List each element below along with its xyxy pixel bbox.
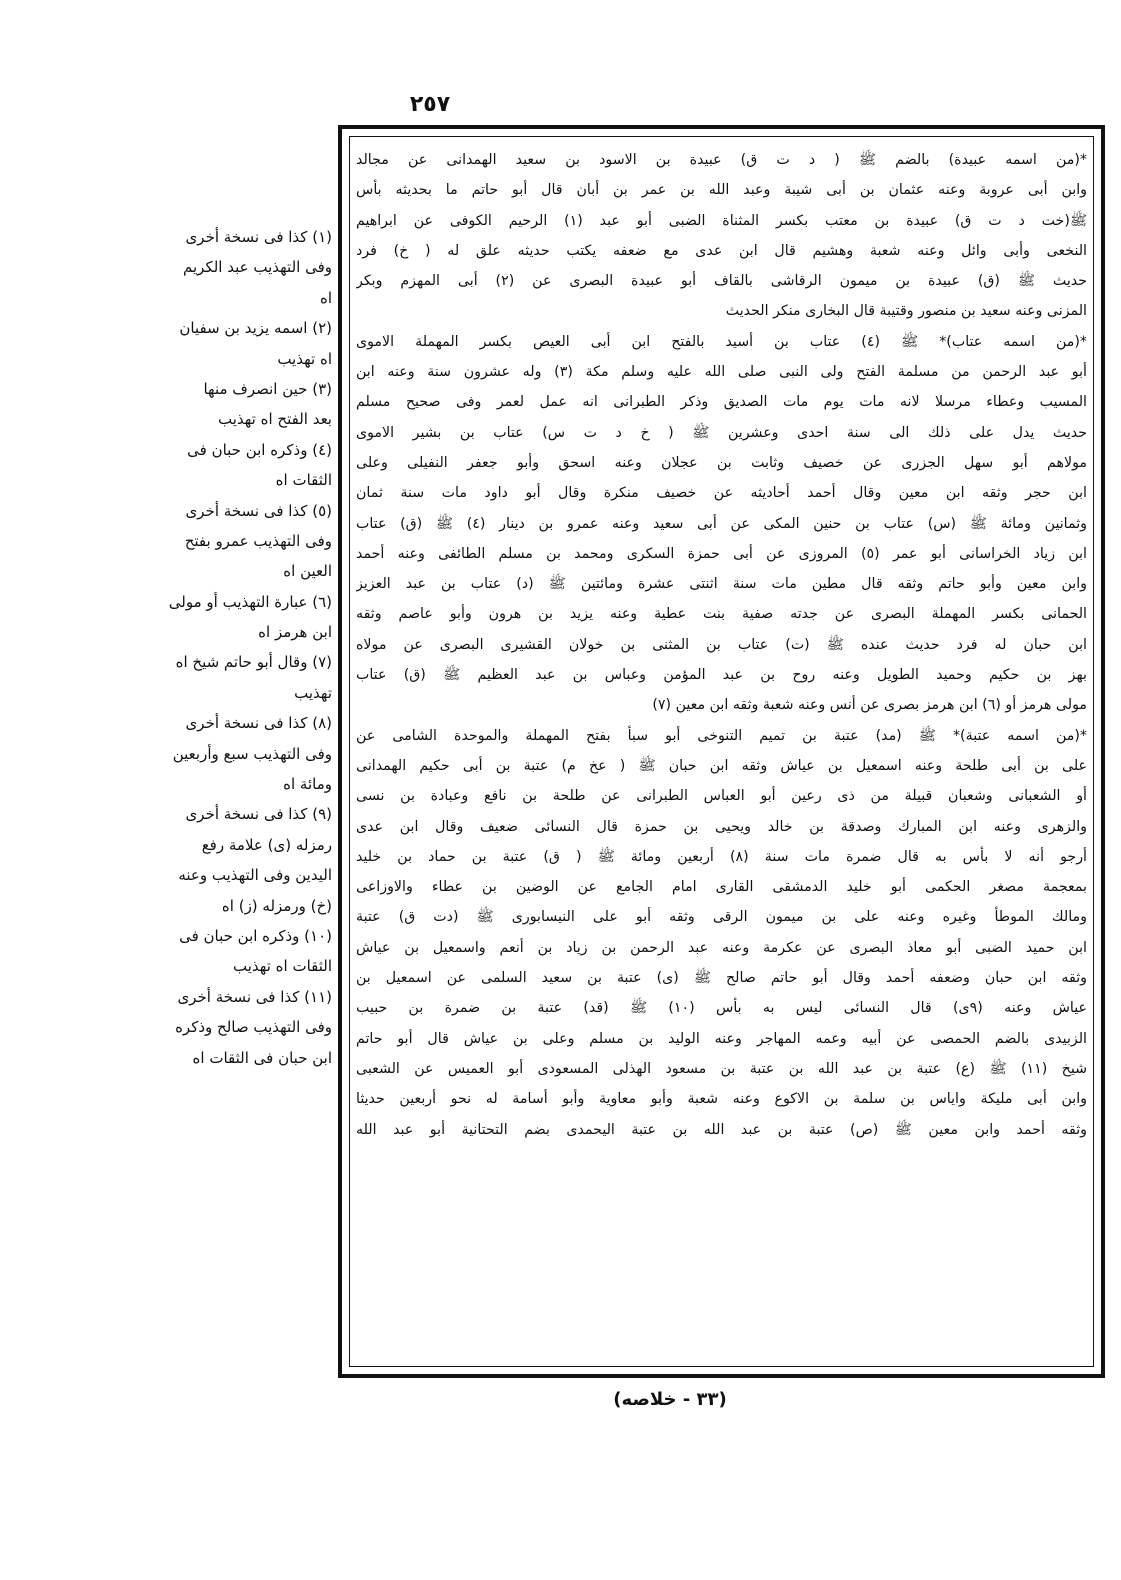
signature-mark: (٣٣ - خلاصه) [613,1389,727,1410]
footnote-line: اه تهذيب [277,349,332,368]
footnote-line: (٦) عبارة التهذيب أو مولى [168,592,332,611]
footnote-line: اه [319,288,332,307]
text-line: *(من اسمه عتبة)* ﷺ (مد) عتبة بن تميم التنوخى أبو سبأ بفتح المهملة والموحدة الشامى عن [356,727,1087,744]
footnote-line: وفى التهذيب صالح وذكره [175,1018,332,1037]
text-line: وابن أبى مليكة واياس بن سلمة بن الاكوع وعنه شعبة وأبو معاوية وأبو أسامة له نحو أربعين حديثا [356,1091,1087,1108]
text-line: النخعى وأبى وائل وعنه شعبة وهشيم قال ابن عدى مع ضعفه يكتب حديثه علق له ( خ) فرد [356,242,1087,259]
footnote-line: بعد الفتح اه تهذيب [217,410,332,429]
text-line: بهز بن حكيم وحميد الطويل وعنه روح بن عبد المؤمن وعباس بن عبد العظيم ﷺ (ق) عتاب [356,667,1087,684]
text-line: المسيب وعطاء مرسلا لانه مات يوم مات الصديق وذكر الطبرانى انه عمل لعمر وفى صحيح مسلم [356,394,1087,411]
text-line: أو الشعبانى وشعبان قبيلة من ذى رعين أبو العباس الطبرانى عن طلحة بن نافع وعبادة بن نسى [356,788,1087,805]
footnote-line: الثقات اه تهذيب [233,957,332,976]
footnote-line: (٨) كذا فى نسخة أخرى [185,714,332,733]
footnote-line: وفى التهذيب عبد الكريم [183,258,332,277]
text-line: *(من اسمه عبيدة) بالضم ﷺ ( د ت ق) عبيدة بن الاسود بن سعيد الهمدانى عن مجالد [356,152,1087,168]
text-line: مولى هرمز أو (٦) ابن هرمز بصرى عن أنس وعنه شعبة وثقه ابن معين (٧) [652,697,1087,714]
text-line: وثقه أحمد وابن معين ﷺ (ص) عتبة بن عبد الله بن عتبة اليحمدى بضم التحتانية أبو عبد الله [356,1121,1087,1138]
footnote-line: (٧) وقال أبو حاتم شيخ اه [175,653,332,672]
page-number: ٢٥٧ [409,92,451,117]
footnote-line: (٢) اسمه يزيد بن سفيان [179,319,332,338]
footnote-line: وفى التهذيب سبع وأربعين [172,744,332,763]
footnote-line: الثقات اه [275,471,332,490]
text-line: ﷺ(خت د ت ق) عبيدة بن معتب بكسر المثناة الضبى أبو عبد (١) الرحيم الكوفى عن ابراهيم [356,212,1087,229]
footnote-line: (٥) كذا فى نسخة أخرى [185,501,332,520]
footnote-line: (١٠) وذكره ابن حبان فى [179,926,332,945]
text-line: وثمانين ومائة ﷺ (س) عتاب بن حنين المكى عن أبى سعيد وعنه عمرو بن دينار (٤) ﷺ (ق) عتاب [356,515,1087,532]
footnote-line: ومائة اه [283,775,332,794]
footnotes-column [118,222,332,1073]
text-line: حديث ﷺ (ق) عبيدة بن ميمون الرقاشى بالقاف أبو عبيدة البصرى عن (٢) أبى المهزم وبكر [356,273,1087,290]
main-text-block [349,136,1094,1367]
footnote-line: (٣) حين انصرف منها [203,379,332,398]
text-line: على بن أبى طلحة وعنه اسمعيل بن عياش وثقه ابن حبان ﷺ ( عخ م) عتبة بن أبى حكيم الهمدانى [356,757,1087,774]
footnote-line: ابن حبان فى الثقات اه [192,1048,332,1067]
text-line: أبو عبد الرحمن من مسلمة الفتح ولى النبى صلى الله عليه وسلم مكة (٣) وله عشرون سنة وعنه ابن [356,364,1087,381]
text-line: وابن معين وأبو حاتم وثقه قال مطين مات سنة اثنتى عشرة ومائتين ﷺ (د) عتاب بن عبد العزيز [356,576,1087,593]
text-line: مولاهم أبو سهل الجزرى عن خصيف وثابت بن عجلان وعنه اسحق وأبو جعفر النفيلى وعلى [356,454,1087,471]
text-line: الحمانى بكسر المهملة البصرى عن جدته صفية بنت عطية وعنه يزيد بن هرون وأبو عاصم وثقه [356,606,1087,623]
text-line: ابن حبان له فرد حديث عنده ﷺ (ت) عتاب بن المثنى بن خولان القشيرى البصرى عن مولاه [356,636,1087,653]
text-line: المزنى وعنه سعيد بن منصور وقتيبة قال البخارى منكر الحديث [725,303,1087,320]
text-line: والزهرى وعنه ابن المبارك وصدقة بن خالد ويحيى بن حمزة قال النسائى ضعيف وقال ابن عدى [356,818,1087,835]
footnote-line: رمزله (ى) علامة رفع [201,835,332,854]
text-line: عياش وعنه (٩ى) قال النسائى ليس به بأس (١٠) ﷺ (قد) عتبة بن ضمرة بن حبيب [356,1000,1087,1017]
text-line: وابن أبى عروبة وعنه عثمان بن أبى شيبة وعبد الله بن عمر بن أبان قال أبو حاتم ما بحديثه بأس [356,182,1087,199]
text-frame [338,125,1105,1378]
footnote-line: (٤) وذكره ابن حبان فى [187,440,332,459]
text-line: ومالك الموطأ وغيره وعنه على بن ميمون الرقى وثقه أبو على النيسابورى ﷺ (دت ق) عتبة [356,909,1087,926]
footnote-line: (خ) ورمزله (ز) اه [221,896,332,915]
text-line: ابن حميد الضبى أبو معاذ البصرى عن عكرمة وعنه عبد الرحمن بن زياد بن أنعم واسمعيل بن عياش [356,939,1087,956]
text-line: بمعجمة مصغر الحكمى أبو خليد الدمشقى القارى امام الجامع عن الوضين بن عطاء والاوزاعى [356,879,1087,896]
footnote-line: وفى التهذيب عمرو بفتح [184,531,332,550]
text-line: أرجو أنه لا بأس به قال ضمرة مات سنة (٨) أربعين ومائة ﷺ ( ق) عتبة بن حماد بن خليد [356,848,1087,865]
footnote-line: (١) كذا فى نسخة أخرى [185,228,332,246]
text-line: ابن زياد الخراسانى أبو عمر (٥) المروزى عن أبى حمزة السكرى ومحمد بن مسلم الطائفى وعنه أحمد [356,545,1087,562]
footnote-line: اليدين وفى التهذيب وعنه [178,866,332,885]
footnote-line: العين اه [283,562,332,581]
text-line: وثقه ابن حبان وضعفه أحمد وقال أبو حاتم صالح ﷺ (ى) عتبة بن سعيد السلمى عن اسمعيل بن [356,970,1087,987]
text-line: حديث يدل على ذلك الى سنة احدى وعشرين ﷺ ( خ د ت س) عتاب بن بشير الاموى [356,424,1087,441]
text-line: *(من اسمه عتاب)* ﷺ (٤) عتاب بن أسيد بالفتح ابن أبى العيص بكسر المهملة الاموى [356,333,1087,350]
text-line: ابن حجر وثقه ابن معين وقال أحمد أحاديثه عن خصيف منكرة وقال أبو داود مات سنة ثمان [356,485,1087,502]
text-line: شيخ (١١) ﷺ (ع) عتبة بن عبد الله بن عتبة بن مسعود الهذلى المسعودى أبو العميس عن الشعبى [356,1060,1087,1077]
footnote-line: (١١) كذا فى نسخة أخرى [177,987,332,1006]
footnote-line: (٩) كذا فى نسخة أخرى [185,805,332,824]
text-line: الزبيدى بالضم الحمصى عن أبيه وعمه المهاجر وعنه الوليد بن مسلم وعلى بن عياش قال أبو حاتم [356,1030,1087,1047]
footnote-line: تهذيب [294,683,332,702]
footnote-line: ابن هرمز اه [258,623,332,642]
